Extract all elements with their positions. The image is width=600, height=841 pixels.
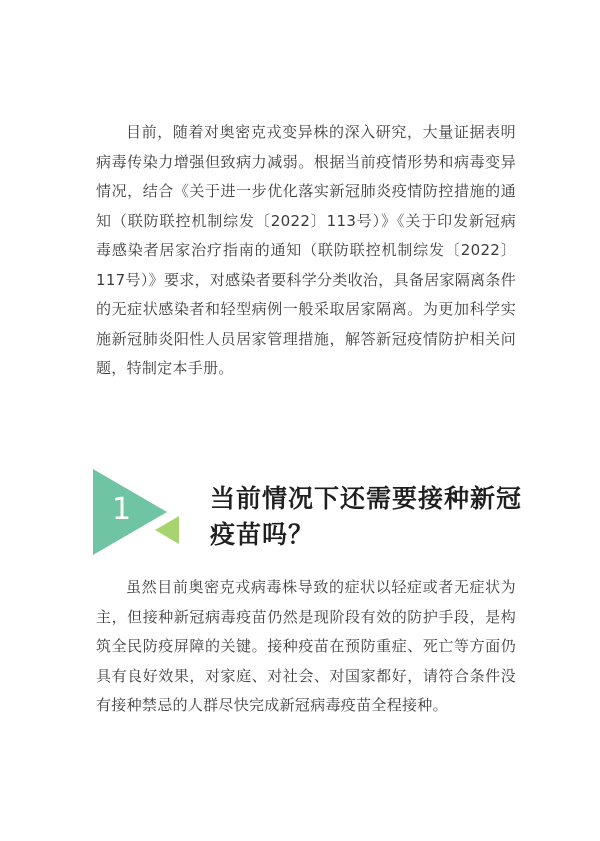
badge-accent-triangle bbox=[155, 516, 179, 544]
section-paragraph: 虽然目前奥密克戎病毒株导致的症状以轻症或者无症状为主，但接种新冠病毒疫苗仍然是现阶段有效的防护手段，是构筑全民防疫屏障的关键。接种疫苗在预防重症、死亡等方面仍具有良好效果，对家庭、对社会、对国家都好，请符合条件没有接种禁忌的人群尽快完成新冠病毒疫苗全程接种。 bbox=[96, 578, 516, 714]
section-number-badge bbox=[93, 469, 183, 555]
badge-triangle-shape bbox=[93, 469, 183, 555]
intro-paragraph: 目前，随着对奥密克戎变异株的深入研究，大量证据表明病毒传染力增强但致病力减弱。根据当前疫情形势和病毒变异情况，结合《关于进一步优化落实新冠肺炎疫情防控措施的通知（联防联控机制综发〔2022〕113号）》《关于印发新冠病毒感染者居家治疗指南的通知（联防联控机制综发〔2022〕117号）》要求，对感染者要科学分类收治，具备居家隔离条件的无症状感染者和轻型病例一般采取居家隔离。为更加科学实施新冠肺炎阳性人员居家管理措施，解答新冠疫情防护相关问题，特制定本手册。 bbox=[96, 123, 516, 377]
section-title: 当前情况下还需要接种新冠疫苗吗？ bbox=[210, 484, 523, 549]
section-number: 1 bbox=[112, 492, 132, 527]
